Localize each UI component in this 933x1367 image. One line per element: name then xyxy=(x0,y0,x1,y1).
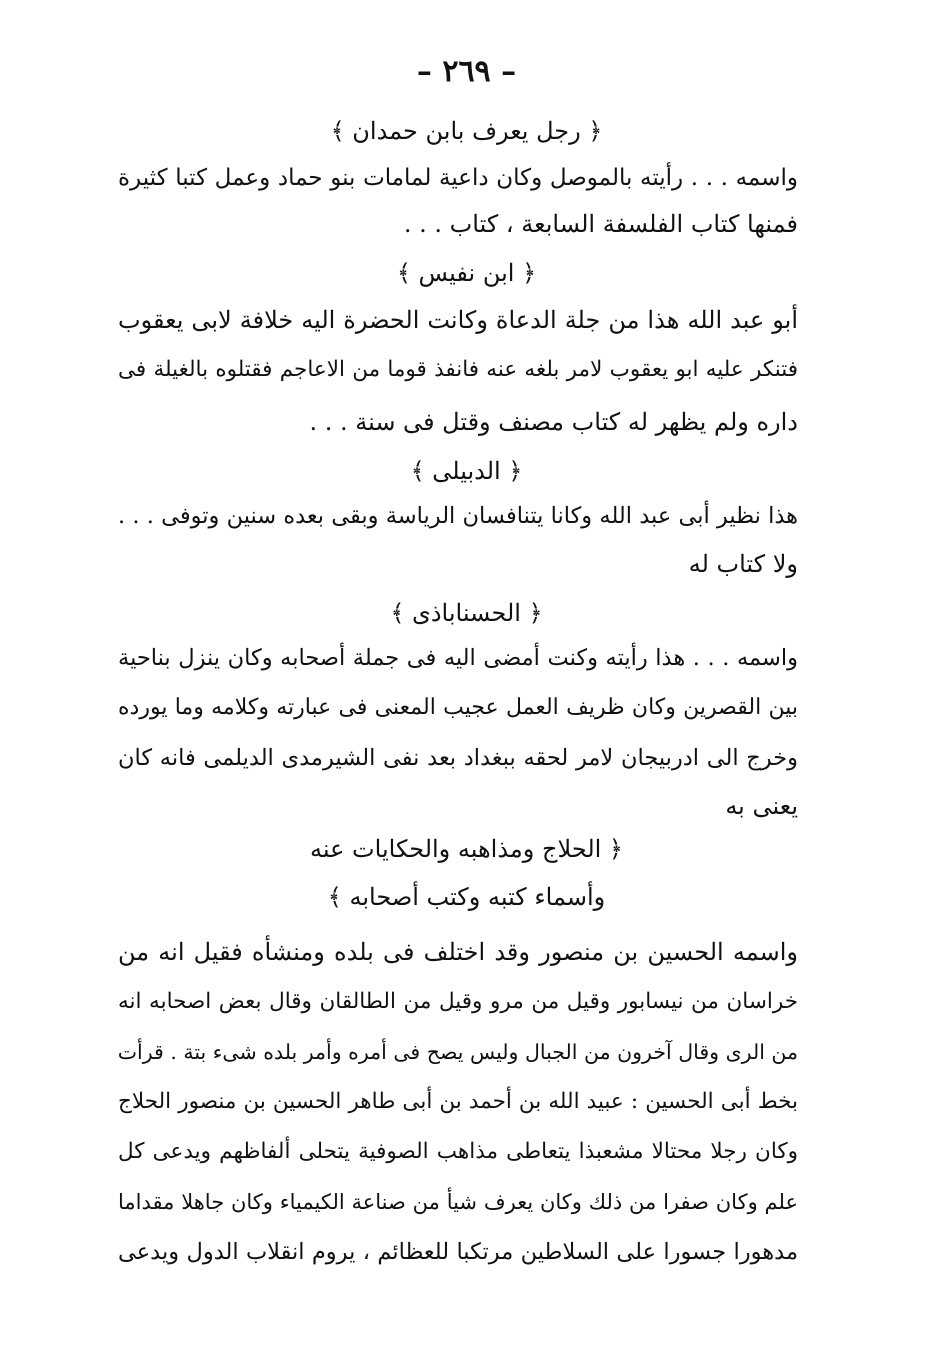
text-line: من الرى وقال آخرون من الجبال وليس يصح فى أمره وأمر بلده شىء بتة . قرأت xyxy=(117,1040,798,1064)
section-heading-al-dubayli: ﴿ الدبيلى ﴾ xyxy=(410,457,523,485)
text-line: هذا نظير أبى عبد الله وكانا يتنافسان الرياسة وبقى بعده سنين وتوفى . . . xyxy=(118,503,798,529)
section-heading-al-hallaj-line2: وأسماء كتبه وكتب أصحابه ﴾ xyxy=(327,883,606,911)
text-line: خراسان من نيسابور وقيل من مرو وقيل من الطالقان وقال بعض اصحابه انه xyxy=(118,989,798,1014)
text-line: علم وكان صفرا من ذلك وكان يعرف شيأ من صناعة الكيمياء وكان جاهلا مقداما xyxy=(118,1190,798,1214)
text-line: أبو عبد الله هذا من جلة الدعاة وكانت الحضرة اليه خلافة لابى يعقوب xyxy=(118,306,798,334)
text-line: واسمه الحسين بن منصور وقد اختلف فى بلده ومنشأه فقيل انه من xyxy=(118,938,798,966)
text-line: بين القصرين وكان ظريف العمل عجيب المعنى فى عبارته وكلامه وما يورده xyxy=(118,695,798,720)
text-line: مدهورا جسورا على السلاطين مرتكبا للعظائم ، يروم انقلاب الدول ويدعى xyxy=(118,1239,798,1265)
section-heading-ibn-nafis: ﴿ ابن نفيس ﴾ xyxy=(396,259,537,287)
text-line: يعنى به xyxy=(725,792,798,820)
page-number: – ٢٦٩ – xyxy=(416,54,517,89)
text-line: واسمه . . . رأيته بالموصل وكان داعية لمامات بنو حماد وعمل كتبا كثيرة xyxy=(118,165,798,191)
section-heading-al-hasanabadhi: ﴿ الحسناباذى ﴾ xyxy=(390,599,543,627)
text-line: فمنها كتاب الفلسفة السابعة ، كتاب . . . xyxy=(403,210,798,238)
text-line: ولا كتاب له xyxy=(688,550,798,578)
section-heading-ibn-hamdan: ﴿ رجل يعرف بابن حمدان ﴾ xyxy=(330,117,603,145)
text-line: فتنكر عليه ابو يعقوب لامر بلغه عنه فانفذ قوما من الاعاجم فقتلوه بالغيلة فى xyxy=(118,357,798,382)
text-line: واسمه . . . هذا رأيته وكنت أمضى اليه فى جملة أصحابه وكان ينزل بناحية xyxy=(118,645,798,671)
text-line: بخط أبى الحسين : عبيد الله بن أحمد بن أبى طاهر الحسين بن منصور الحلاج xyxy=(118,1089,798,1114)
text-line: وخرج الى ادربيجان لامر لحقه ببغداد بعد نفى الشيرمدى الديلمى فانه كان xyxy=(118,745,798,771)
section-heading-al-hallaj: ﴿ الحلاج ومذاهبه والحكايات عنه xyxy=(310,835,623,863)
text-line: وكان رجلا محتالا مشعبذا يتعاطى مذاهب الصوفية يتحلى ألفاظهم ويدعى كل xyxy=(118,1139,798,1164)
text-line: داره ولم يظهر له كتاب مصنف وقتل فى سنة . . . xyxy=(309,408,798,436)
